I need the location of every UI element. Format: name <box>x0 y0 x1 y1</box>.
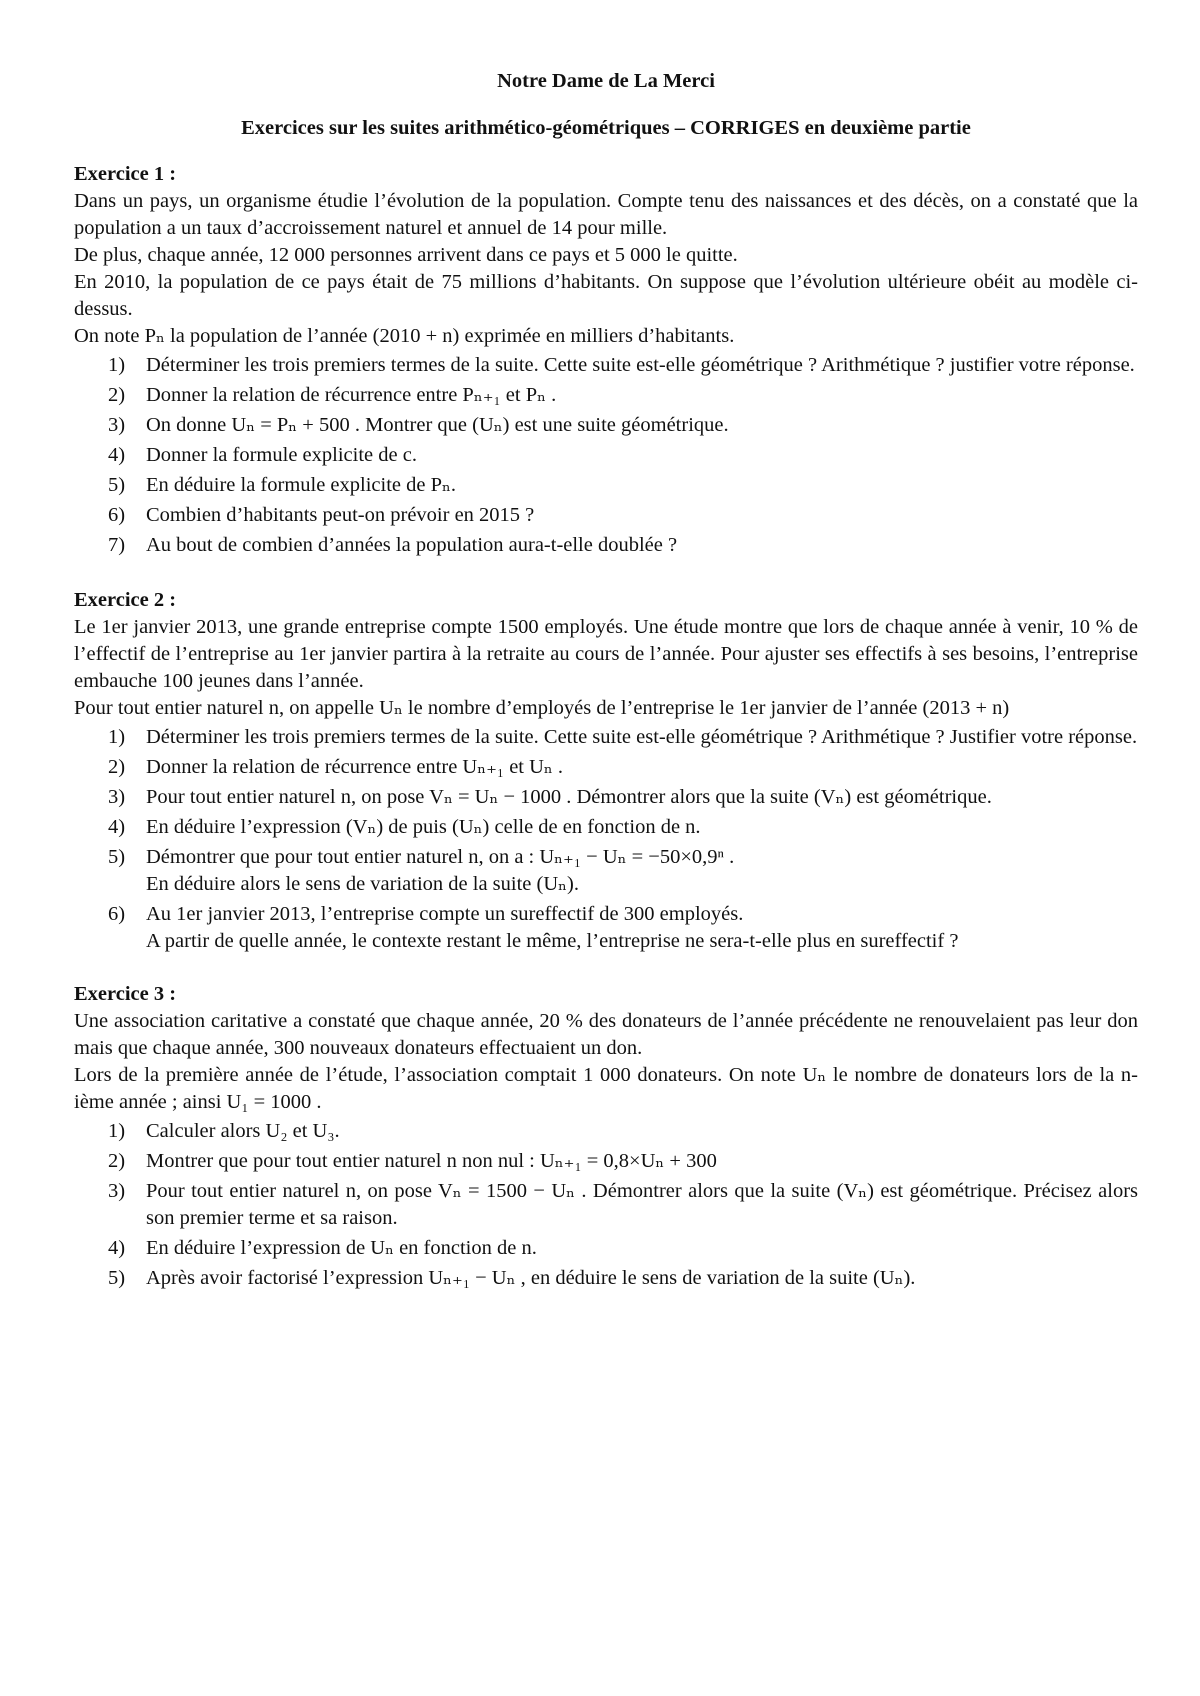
question-text: En déduire l’expression de Uₙ en fonction de n. <box>146 1237 537 1259</box>
exercise-paragraph: En 2010, la population de ce pays était de 75 millions d’habitants. On suppose que l’évolution ultérieure obéit au modèle ci-dessus. <box>74 271 1138 320</box>
question-item <box>74 784 1138 811</box>
question-subtext: En déduire alors le sens de variation de la suite (Uₙ). <box>146 873 579 895</box>
question-text: Démontrer que pour tout entier naturel n, on a : Uₙ₊₁ − Uₙ = −50×0,9ⁿ . <box>146 846 735 868</box>
question-text: Au bout de combien d’années la population aura-t-elle doublée ? <box>146 534 678 556</box>
question-number: 3) <box>108 1180 126 1202</box>
exercise-paragraph: Pour tout entier naturel n, on appelle Uₙ le nombre d’employés de l’entreprise le 1er janvier de l’année (2013 + n) <box>74 697 1010 719</box>
document-title: Exercices sur les suites arithmético-géométriques – CORRIGES en deuxième partie <box>241 117 971 139</box>
question-item <box>74 412 1138 439</box>
question-item <box>74 901 1138 955</box>
question-number: 4) <box>108 444 126 466</box>
question-number: 1) <box>108 354 126 376</box>
question-number: 6) <box>108 504 126 526</box>
exercise-paragraph: De plus, chaque année, 12 000 personnes arrivent dans ce pays et 5 000 le quitte. <box>74 244 738 266</box>
question-list <box>74 724 1138 955</box>
exercise-title: Exercice 1 : <box>74 163 177 185</box>
question-item <box>74 1148 1138 1175</box>
question-text: Combien d’habitants peut-on prévoir en 2015 ? <box>146 504 535 526</box>
question-number: 6) <box>108 903 126 925</box>
question-number: 1) <box>108 726 126 748</box>
question-subtext: A partir de quelle année, le contexte restant le même, l’entreprise ne sera-t-elle plus en sureffectif ? <box>146 930 959 952</box>
exercise-paragraph: Une association caritative a constaté que chaque année, 20 % des donateurs de l’année précédente ne renouvelaient pas leur don mais que chaque année, 300 nouveaux donateurs effectuaient un don. <box>74 1010 1138 1059</box>
question-item <box>74 1265 1138 1292</box>
question-number: 5) <box>108 846 126 868</box>
question-number: 5) <box>108 474 126 496</box>
exercise-title: Exercice 2 : <box>74 589 177 611</box>
question-item <box>74 382 1138 409</box>
question-item <box>74 1118 1138 1145</box>
exercise-2 <box>74 587 1138 955</box>
school-name: Notre Dame de La Merci <box>497 70 715 92</box>
question-text: Calculer alors U₂ et U₃. <box>146 1120 340 1142</box>
question-number: 5) <box>108 1267 126 1289</box>
exercise-paragraph: Le 1er janvier 2013, une grande entreprise compte 1500 employés. Une étude montre que lors de chaque année à venir, 10 % de l’effectif de l’entreprise au 1er janvier partira à la retraite au cours de l’année. Pour ajuster ses effectifs à ses besoins, l’entreprise embauche 100 jeunes dans l’année. <box>74 616 1138 692</box>
question-text: Donner la relation de récurrence entre Uₙ₊₁ et Uₙ . <box>146 756 564 778</box>
question-list <box>74 352 1138 559</box>
exercise-paragraph: On note Pₙ la population de l’année (2010 + n) exprimée en milliers d’habitants. <box>74 325 735 347</box>
question-text: Au 1er janvier 2013, l’entreprise compte un sureffectif de 300 employés. <box>146 903 744 925</box>
question-item <box>74 502 1138 529</box>
exercise-1 <box>74 161 1138 559</box>
exercise-title: Exercice 3 : <box>74 983 177 1005</box>
question-item <box>74 472 1138 499</box>
question-number: 7) <box>108 534 126 556</box>
question-item <box>74 814 1138 841</box>
question-number: 4) <box>108 816 126 838</box>
question-text: Déterminer les trois premiers termes de la suite. Cette suite est-elle géométrique ? Arithmétique ? Justifier votre réponse. <box>146 726 1138 748</box>
question-number: 2) <box>108 756 126 778</box>
question-item <box>74 442 1138 469</box>
question-text: Montrer que pour tout entier naturel n non nul : Uₙ₊₁ = 0,8×Uₙ + 300 <box>146 1150 717 1172</box>
question-number: 4) <box>108 1237 126 1259</box>
question-text: Après avoir factorisé l’expression Uₙ₊₁ − Uₙ , en déduire le sens de variation de la suite (Uₙ). <box>146 1267 916 1289</box>
question-number: 3) <box>108 414 126 436</box>
question-list <box>74 1118 1138 1292</box>
question-text: Donner la formule explicite de c. <box>146 444 417 466</box>
question-item <box>74 1235 1138 1262</box>
question-item <box>74 352 1138 379</box>
question-text: Pour tout entier naturel n, on pose Vₙ = 1500 − Uₙ . Démontrer alors que la suite (Vₙ) est géométrique. Précisez alors son premier terme et sa raison. <box>146 1180 1138 1229</box>
question-number: 2) <box>108 1150 126 1172</box>
question-text: Donner la relation de récurrence entre Pₙ₊₁ et Pₙ . <box>146 384 557 406</box>
question-number: 1) <box>108 1120 126 1142</box>
exercise-paragraph: Dans un pays, un organisme étudie l’évolution de la population. Compte tenu des naissances et des décès, on a constaté que la population a un taux d’accroissement naturel et annuel de 14 pour mille. <box>74 190 1138 239</box>
question-number: 3) <box>108 786 126 808</box>
question-item <box>74 724 1138 751</box>
question-text: En déduire l’expression (Vₙ) de puis (Uₙ) celle de en fonction de n. <box>146 816 701 838</box>
question-item <box>74 1178 1138 1232</box>
question-number: 2) <box>108 384 126 406</box>
exercise-paragraph: Lors de la première année de l’étude, l’association comptait 1 000 donateurs. On note Uₙ le nombre de donateurs lors de la n-ième année ; ainsi U₁ = 1000 . <box>74 1064 1138 1113</box>
question-text: On donne Uₙ = Pₙ + 500 . Montrer que (Uₙ) est une suite géométrique. <box>146 414 729 436</box>
exercise-3 <box>74 981 1138 1292</box>
question-item <box>74 532 1138 559</box>
question-text: Déterminer les trois premiers termes de la suite. Cette suite est-elle géométrique ? Arithmétique ? justifier votre réponse. <box>146 354 1135 376</box>
question-text: En déduire la formule explicite de Pₙ. <box>146 474 457 496</box>
question-item <box>74 844 1138 898</box>
question-item <box>74 754 1138 781</box>
question-text: Pour tout entier naturel n, on pose Vₙ = Uₙ − 1000 . Démontrer alors que la suite (Vₙ) est géométrique. <box>146 786 992 808</box>
